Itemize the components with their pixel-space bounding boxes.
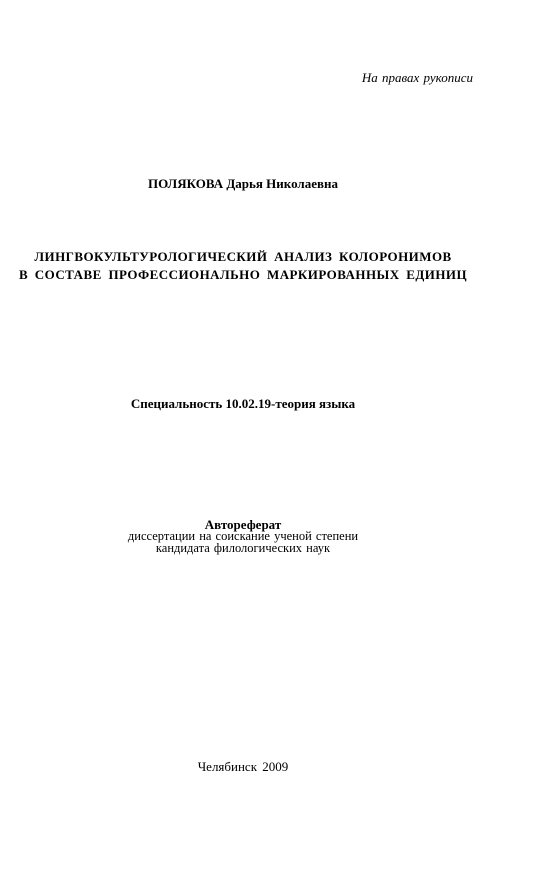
author-name: ПОЛЯКОВА Дарья Николаевна [147,176,338,191]
specialty-text: Специальность 10.02.19-теория языка [130,396,356,411]
city-year: Челябинск 2009 [197,759,289,774]
manuscript-note: На правах рукописи [361,70,473,85]
abstract-heading: Автореферат [204,517,282,532]
abstract-description-line-1: диссертации на соискание ученой степени [127,529,359,543]
dissertation-title-line-1: ЛИНГВОКУЛЬТУРОЛОГИЧЕСКИЙ АНАЛИЗ КОЛОРОНИМОВ [34,249,452,264]
dissertation-title-line-2: В СОСТАВЕ ПРОФЕССИОНАЛЬНО МАРКИРОВАННЫХ ЕДИНИЦ [18,267,468,282]
abstract-description-line-2: кандидата филологических наук [155,541,331,555]
